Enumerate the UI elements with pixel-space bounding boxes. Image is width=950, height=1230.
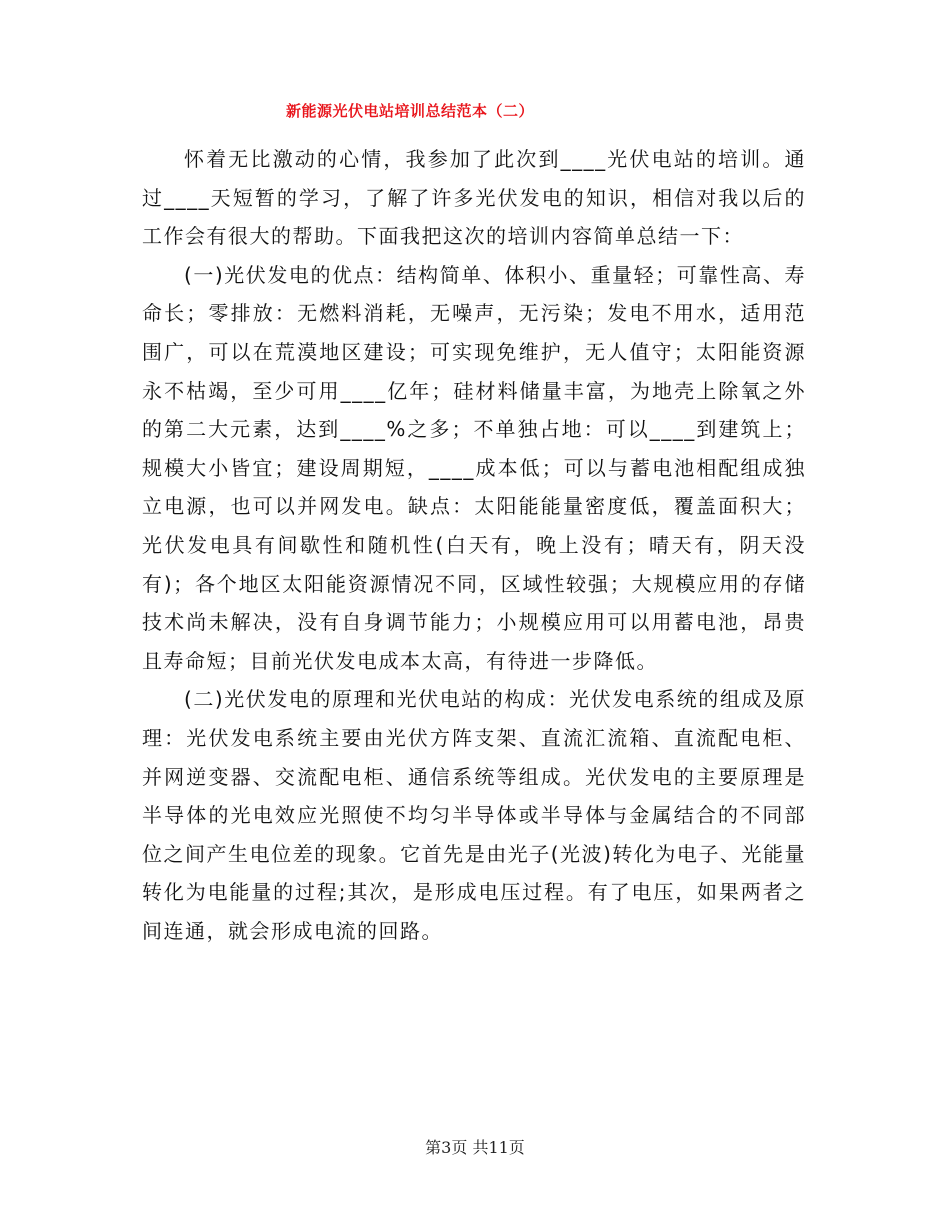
paragraph-intro: 怀着无比激动的心情，我参加了此次到____光伏电站的培训。通过____天短暂的学习，了解了许多光伏发电的知识，相信对我以后的工作会有很大的帮助。下面我把这次的培训内容简单总结一下： [142,147,806,249]
paragraph-advantages: (一)光伏发电的优点：结构简单、体积小、重量轻；可靠性高、寿命长；零排放：无燃料消耗，无噪声，无污染；发电不用水，适用范围广，可以在荒漠地区建设；可实现免维护，无人值守；太阳能资源永不枯竭，至少可用____亿年；硅材料储量丰富，为地壳上除氧之外的第二大元素，达到____%之多；不单独占地：可以____到建筑上；规模大小皆宜；建设周期短，____成本低；可以与蓄电池相配组成独立电源，也可以并网发电。缺点：太阳能能量密度低，覆盖面积大；光伏发电具有间歇性和随机性(白天有，晚上没有；晴天有，阴天没有)；各个地区太阳能资源情况不同，区域性较强；大规模应用的存储技术尚未解决，没有自身调节能力；小规模应用可以用蓄电池，昂贵且寿命短；目前光伏发电成本太高，有待进一步降低。 [142,262,806,673]
page-number-footer: 第3页 共11页 [425,1138,525,1157]
document-body [142,140,806,950]
document-title: 新能源光伏电站培训总结范本（二） [285,102,534,120]
paragraph-principle: (二)光伏发电的原理和光伏电站的构成：光伏发电系统的组成及原理：光伏发电系统主要由光伏方阵支架、直流汇流箱、直流配电柜、并网逆变器、交流配电柜、通信系统等组成。光伏发电的主要原理是半导体的光电效应光照使不均匀半导体或半导体与金属结合的不同部位之间产生电位差的现象。它首先是由光子(光波)转化为电子、光能量转化为电能量的过程;其次，是形成电压过程。有了电压，如果两者之间连通，就会形成电流的回路。 [142,687,806,943]
